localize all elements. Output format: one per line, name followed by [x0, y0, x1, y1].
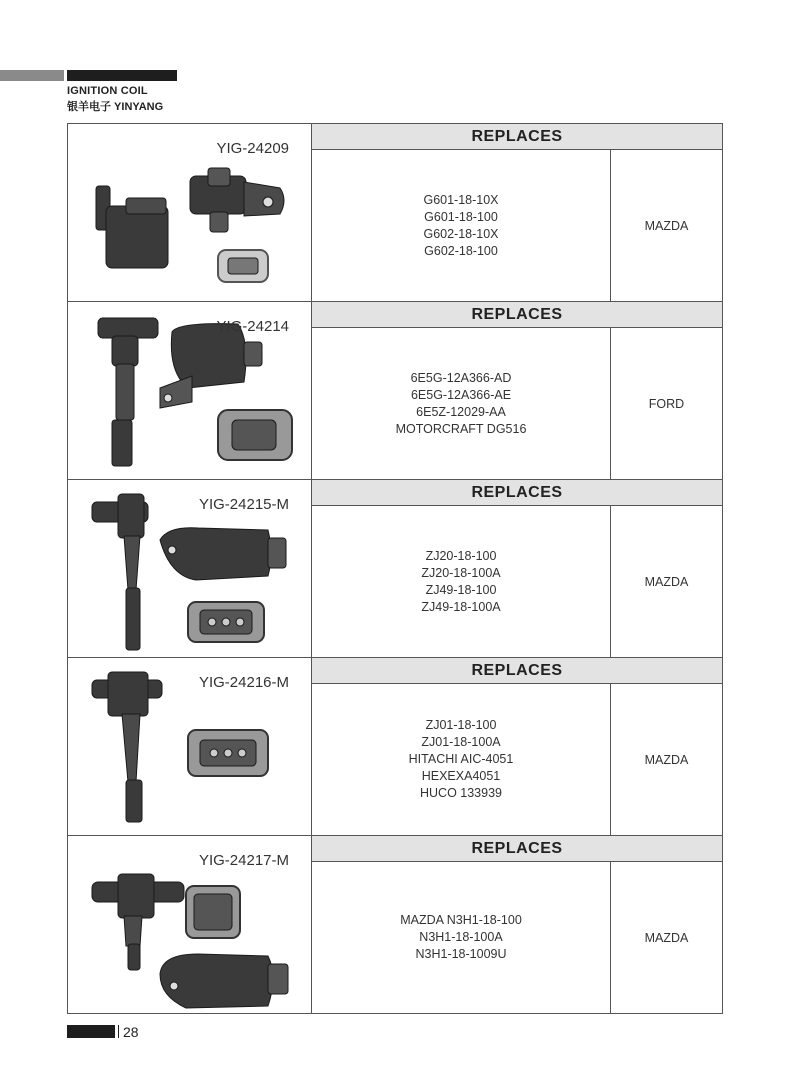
oem-part-number: G601-18-100 [424, 209, 498, 224]
replaces-header: REPLACES [312, 480, 722, 506]
oem-part-number: ZJ49-18-100 [425, 582, 497, 597]
section-title: IGNITION COIL [67, 85, 148, 97]
replaces-cell [312, 658, 722, 835]
product-table [67, 123, 723, 1014]
product-code: YIG-24209 [216, 140, 289, 157]
oem-part-number: N3H1-18-1009U [415, 947, 507, 961]
oem-part-number: ZJ20-18-100A [421, 565, 501, 580]
footer-divider [118, 1025, 119, 1038]
product-image-cell [68, 836, 312, 1013]
replaces-header: REPLACES [312, 658, 722, 684]
oem-part-number: 6E5Z-12029-AA [416, 404, 506, 419]
vehicle-make: MAZDA [644, 218, 689, 233]
replaces-body [312, 862, 722, 1013]
oem-part-number: ZJ49-18-100A [421, 599, 501, 614]
vehicle-make: MAZDA [644, 574, 689, 589]
oem-part-list [312, 328, 611, 479]
oem-part-number: MOTORCRAFT DG516 [395, 421, 527, 436]
product-row [68, 658, 722, 836]
oem-part-list [312, 150, 611, 301]
replaces-body [312, 684, 722, 835]
replaces-cell [312, 302, 722, 479]
product-row [68, 480, 722, 658]
oem-part-list [312, 862, 611, 1013]
product-code: YIG-24216-M [198, 674, 289, 691]
oem-part-list [312, 506, 611, 657]
product-row [68, 124, 722, 302]
product-row [68, 302, 722, 480]
vehicle-make: MAZDA [644, 752, 689, 767]
product-image-cell [68, 658, 312, 835]
replaces-header: REPLACES [312, 124, 722, 150]
product-image-cell [68, 302, 312, 479]
replaces-header: REPLACES [312, 302, 722, 328]
page-number: 28 [123, 1024, 139, 1040]
oem-part-number: ZJ01-18-100A [421, 735, 501, 749]
vehicle-make: MAZDA [644, 930, 689, 945]
oem-part-number: ZJ01-18-100 [425, 718, 497, 732]
brand-name: 银羊电子 YINYANG [67, 101, 164, 113]
product-image-cell [68, 480, 312, 657]
oem-part-number: MAZDA N3H1-18-100 [400, 913, 522, 927]
oem-part-number: 6E5G-12A366-AE [410, 387, 512, 402]
replaces-body [312, 150, 722, 301]
oem-part-number: 6E5G-12A366-AD [410, 370, 512, 385]
oem-part-number: HEXEXA4051 [421, 769, 501, 783]
oem-part-number: N3H1-18-100A [419, 930, 503, 944]
replaces-cell [312, 836, 722, 1013]
header-gray-bar [0, 70, 64, 81]
footer-black-bar [67, 1025, 115, 1038]
product-code: YIG-24217-M [198, 852, 289, 869]
product-code: YIG-24214 [216, 318, 289, 335]
product-code: YIG-24215-M [198, 496, 289, 513]
product-row [68, 836, 722, 1014]
oem-part-number: HITACHI AIC-4051 [408, 752, 514, 766]
oem-part-number: HUCO 133939 [420, 786, 502, 800]
replaces-body [312, 328, 722, 479]
replaces-cell [312, 480, 722, 657]
vehicle-make: FORD [648, 396, 685, 411]
replaces-header: REPLACES [312, 836, 722, 862]
oem-part-number: G602-18-10X [423, 226, 499, 241]
header-black-bar [67, 70, 177, 81]
oem-part-number: G602-18-100 [424, 243, 498, 258]
product-image-cell [68, 124, 312, 301]
oem-part-number: ZJ20-18-100 [425, 548, 497, 563]
oem-part-list [312, 684, 611, 835]
oem-part-number: G601-18-10X [423, 192, 499, 207]
replaces-body [312, 506, 722, 657]
replaces-cell [312, 124, 722, 301]
